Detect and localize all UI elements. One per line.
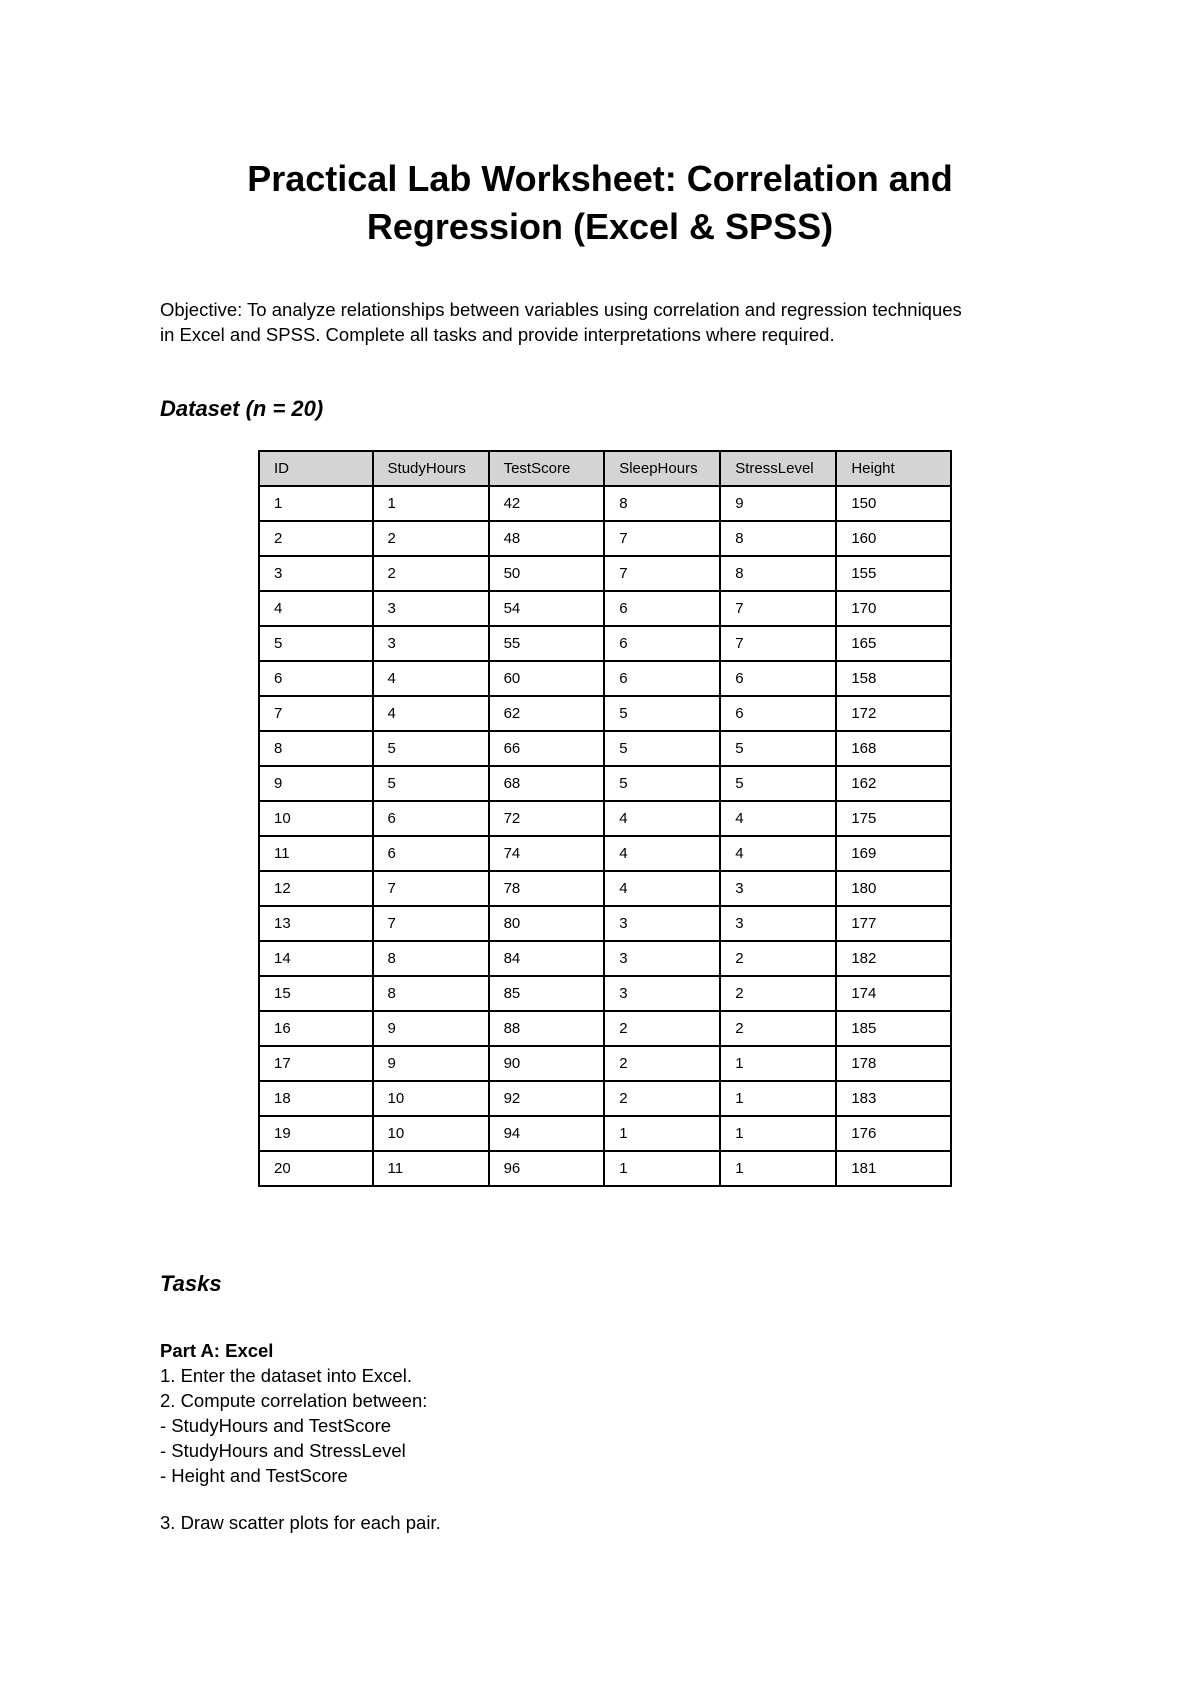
objective-paragraph — [160, 297, 1060, 347]
table-cell: 4 — [720, 801, 836, 836]
table-cell: 1 — [604, 1116, 720, 1151]
table-cell: 6 — [604, 626, 720, 661]
table-cell: 42 — [489, 486, 605, 521]
table-cell: 2 — [604, 1081, 720, 1116]
table-cell: 66 — [489, 731, 605, 766]
table-cell: 177 — [836, 906, 951, 941]
table-cell: 84 — [489, 941, 605, 976]
table-cell: 5 — [259, 626, 373, 661]
table-cell: 3 — [604, 906, 720, 941]
task-line: - Height and TestScore — [160, 1465, 348, 1486]
table-cell: 158 — [836, 661, 951, 696]
table-cell: 182 — [836, 941, 951, 976]
table-cell: 9 — [720, 486, 836, 521]
table-cell: 4 — [373, 696, 489, 731]
title-line-2: Regression (Excel & SPSS) — [366, 206, 834, 247]
table-cell: 176 — [836, 1116, 951, 1151]
column-header: TestScore — [489, 451, 605, 486]
table-row — [259, 591, 951, 626]
table-cell: 9 — [373, 1046, 489, 1081]
table-cell: 2 — [259, 521, 373, 556]
table-cell: 168 — [836, 731, 951, 766]
column-header: StressLevel — [720, 451, 836, 486]
table-cell: 4 — [604, 836, 720, 871]
table-cell: 11 — [373, 1151, 489, 1186]
task-line: 1. Enter the dataset into Excel. — [160, 1365, 412, 1386]
table-cell: 74 — [489, 836, 605, 871]
column-header: ID — [259, 451, 373, 486]
table-cell: 18 — [259, 1081, 373, 1116]
table-cell: 2 — [373, 521, 489, 556]
table-row — [259, 1151, 951, 1186]
task-line: 3. Draw scatter plots for each pair. — [160, 1512, 441, 1533]
table-cell: 5 — [720, 731, 836, 766]
part-a-title: Part A: Excel — [160, 1340, 274, 1361]
title-line-1: Practical Lab Worksheet: Correlation and — [247, 158, 953, 199]
table-cell: 165 — [836, 626, 951, 661]
table-cell: 1 — [720, 1081, 836, 1116]
table-cell: 16 — [259, 1011, 373, 1046]
table-row — [259, 941, 951, 976]
dataset-table — [258, 450, 952, 1187]
table-cell: 80 — [489, 906, 605, 941]
table-row — [259, 906, 951, 941]
objective-line-2: in Excel and SPSS. Complete all tasks and provide interpretations where required. — [160, 324, 835, 345]
table-cell: 5 — [604, 696, 720, 731]
table-cell: 50 — [489, 556, 605, 591]
table-cell: 175 — [836, 801, 951, 836]
table-cell: 6 — [720, 696, 836, 731]
table-cell: 2 — [720, 976, 836, 1011]
table-row — [259, 1081, 951, 1116]
table-cell: 85 — [489, 976, 605, 1011]
table-row — [259, 836, 951, 871]
objective-line-1: Objective: To analyze relationships between variables using correlation and regression techniques — [160, 299, 962, 320]
table-row — [259, 696, 951, 731]
task-line: - StudyHours and TestScore — [160, 1415, 392, 1436]
table-body — [259, 486, 951, 1186]
table-cell: 172 — [836, 696, 951, 731]
table-cell: 7 — [604, 556, 720, 591]
table-cell: 8 — [259, 731, 373, 766]
table-cell: 4 — [604, 801, 720, 836]
task-line: 2. Compute correlation between: — [160, 1390, 428, 1411]
table-row — [259, 556, 951, 591]
table-cell: 12 — [259, 871, 373, 906]
table-row — [259, 766, 951, 801]
task-line: - StudyHours and StressLevel — [160, 1440, 406, 1461]
table-cell: 13 — [259, 906, 373, 941]
table-cell: 2 — [720, 1011, 836, 1046]
table-header-row — [259, 451, 951, 486]
table-row — [259, 1046, 951, 1081]
table-cell: 6 — [720, 661, 836, 696]
table-cell: 1 — [720, 1046, 836, 1081]
spacer — [160, 1488, 441, 1510]
table-row — [259, 871, 951, 906]
table-cell: 8 — [720, 521, 836, 556]
column-header: SleepHours — [604, 451, 720, 486]
table-cell: 2 — [720, 941, 836, 976]
table-cell: 96 — [489, 1151, 605, 1186]
table-cell: 90 — [489, 1046, 605, 1081]
table-cell: 60 — [489, 661, 605, 696]
table-cell: 178 — [836, 1046, 951, 1081]
table-cell: 3 — [720, 871, 836, 906]
table-cell: 4 — [259, 591, 373, 626]
table-cell: 155 — [836, 556, 951, 591]
table-row — [259, 976, 951, 1011]
table-cell: 160 — [836, 521, 951, 556]
table-cell: 19 — [259, 1116, 373, 1151]
table-cell: 1 — [720, 1116, 836, 1151]
table-cell: 3 — [720, 906, 836, 941]
table-cell: 7 — [373, 871, 489, 906]
table-cell: 1 — [720, 1151, 836, 1186]
table-cell: 5 — [373, 731, 489, 766]
table-cell: 2 — [604, 1011, 720, 1046]
table-cell: 180 — [836, 871, 951, 906]
table-cell: 162 — [836, 766, 951, 801]
table-cell: 55 — [489, 626, 605, 661]
table-row — [259, 626, 951, 661]
table-cell: 17 — [259, 1046, 373, 1081]
table-cell: 8 — [373, 976, 489, 1011]
table-cell: 3 — [373, 591, 489, 626]
table-cell: 54 — [489, 591, 605, 626]
table-cell: 9 — [373, 1011, 489, 1046]
part-a-section — [160, 1338, 441, 1535]
table-cell: 1 — [373, 486, 489, 521]
table-cell: 2 — [604, 1046, 720, 1081]
table-cell: 3 — [604, 976, 720, 1011]
table-cell: 183 — [836, 1081, 951, 1116]
column-header: Height — [836, 451, 951, 486]
table-cell: 3 — [373, 626, 489, 661]
table-row — [259, 801, 951, 836]
table-cell: 11 — [259, 836, 373, 871]
table-cell: 8 — [720, 556, 836, 591]
table-cell: 174 — [836, 976, 951, 1011]
table-cell: 2 — [373, 556, 489, 591]
table-row — [259, 486, 951, 521]
table-cell: 72 — [489, 801, 605, 836]
tasks-heading: Tasks — [160, 1271, 222, 1296]
table-cell: 4 — [604, 871, 720, 906]
column-header: StudyHours — [373, 451, 489, 486]
table-row — [259, 1011, 951, 1046]
table-cell: 7 — [259, 696, 373, 731]
table-cell: 7 — [604, 521, 720, 556]
table-row — [259, 521, 951, 556]
table-cell: 48 — [489, 521, 605, 556]
table-cell: 8 — [373, 941, 489, 976]
table-cell: 150 — [836, 486, 951, 521]
table-cell: 5 — [720, 766, 836, 801]
table-cell: 7 — [720, 591, 836, 626]
table-cell: 5 — [373, 766, 489, 801]
table-cell: 88 — [489, 1011, 605, 1046]
table-cell: 78 — [489, 871, 605, 906]
table-cell: 15 — [259, 976, 373, 1011]
table-row — [259, 1116, 951, 1151]
table-cell: 170 — [836, 591, 951, 626]
table-cell: 68 — [489, 766, 605, 801]
table-cell: 6 — [604, 661, 720, 696]
table-cell: 6 — [373, 801, 489, 836]
table-row — [259, 731, 951, 766]
table-cell: 94 — [489, 1116, 605, 1151]
dataset-heading: Dataset (n = 20) — [160, 396, 324, 421]
table-cell: 7 — [373, 906, 489, 941]
table-cell: 62 — [489, 696, 605, 731]
table-cell: 5 — [604, 731, 720, 766]
table-cell: 3 — [604, 941, 720, 976]
table-cell: 181 — [836, 1151, 951, 1186]
table-cell: 5 — [604, 766, 720, 801]
table-cell: 9 — [259, 766, 373, 801]
table-cell: 10 — [259, 801, 373, 836]
table-cell: 4 — [720, 836, 836, 871]
table-cell: 7 — [720, 626, 836, 661]
table-cell: 6 — [373, 836, 489, 871]
table-cell: 92 — [489, 1081, 605, 1116]
table-cell: 1 — [604, 1151, 720, 1186]
table-cell: 6 — [604, 591, 720, 626]
page-title — [160, 155, 1040, 251]
table-cell: 3 — [259, 556, 373, 591]
table-cell: 20 — [259, 1151, 373, 1186]
table-cell: 4 — [373, 661, 489, 696]
table-cell: 10 — [373, 1081, 489, 1116]
table-cell: 185 — [836, 1011, 951, 1046]
table-row — [259, 661, 951, 696]
table-cell: 14 — [259, 941, 373, 976]
table-cell: 169 — [836, 836, 951, 871]
table-cell: 6 — [259, 661, 373, 696]
table-cell: 8 — [604, 486, 720, 521]
table-cell: 1 — [259, 486, 373, 521]
table-cell: 10 — [373, 1116, 489, 1151]
